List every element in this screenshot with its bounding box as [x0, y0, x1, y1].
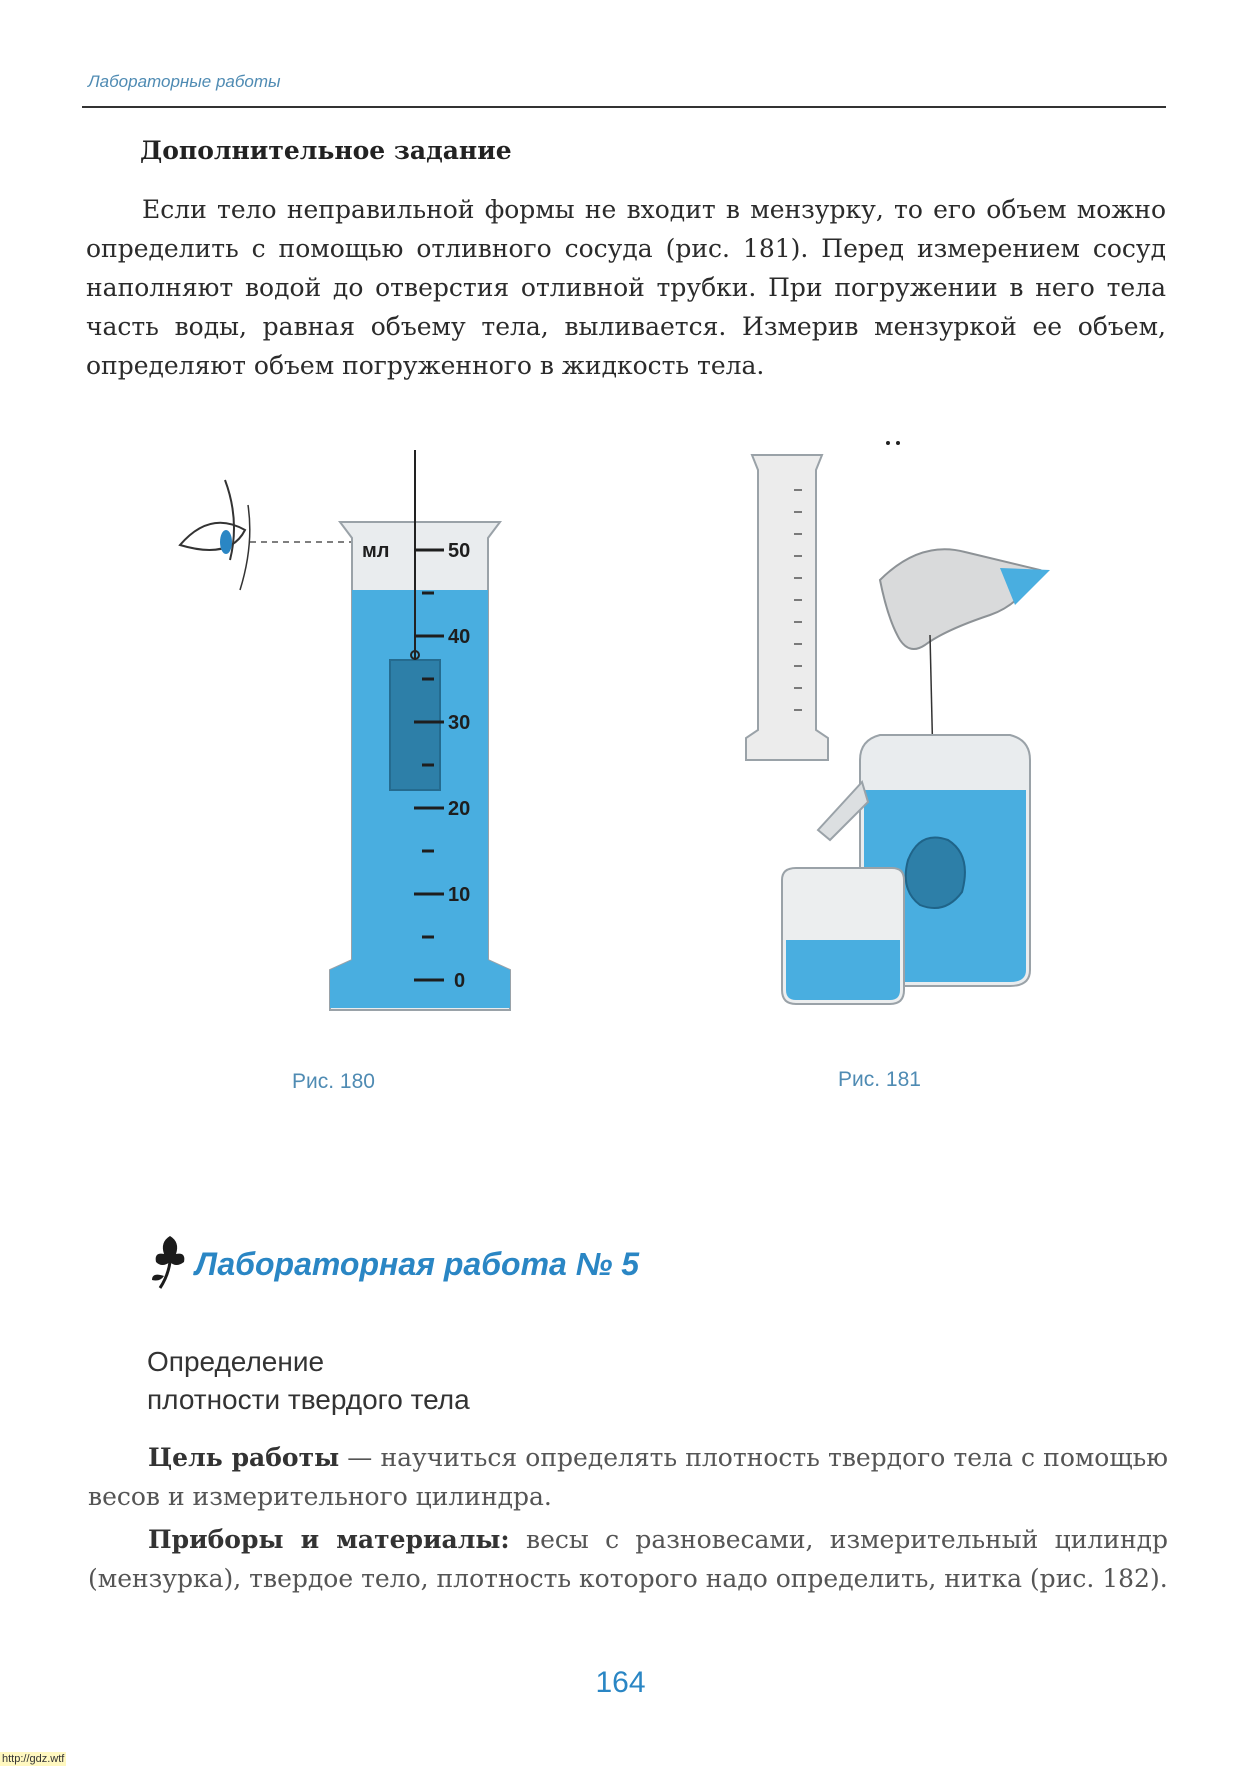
figure-180-caption: Рис. 180: [292, 1070, 375, 1093]
stone: [906, 838, 965, 909]
watermark-link[interactable]: http://gdz.wtf: [2, 1753, 65, 1765]
lab-title: Лабораторная работа № 5: [195, 1246, 640, 1282]
goal-label: Цель работы: [148, 1443, 340, 1472]
figure-181-caption: Рис. 181: [838, 1068, 921, 1091]
unit-label: мл: [362, 540, 390, 562]
lab-subtitle-line-1: Определение: [147, 1346, 325, 1377]
lab-subtitle-line-2: плотности твердого тела: [147, 1384, 470, 1415]
scale-label-0: 0: [454, 970, 466, 992]
measuring-cylinder: [746, 455, 828, 760]
figure-180-measuring-cylinder: [170, 450, 530, 1030]
flower-icon: [148, 1232, 192, 1292]
scale-label-40: 40: [448, 626, 471, 648]
scale-label-50: 50: [448, 540, 471, 562]
eye-icon: [180, 480, 250, 590]
header-rule: [82, 106, 1166, 108]
running-header: Лабораторные работы: [88, 72, 281, 91]
scale-label-20: 20: [448, 798, 471, 820]
scale-label-30: 30: [448, 712, 471, 734]
goal-text: — научиться определять плотность твердого тела с помощью весов и измерительного цилиндра.: [88, 1443, 1168, 1511]
scale-label-10: 10: [448, 884, 471, 906]
materials-label: Приборы и материалы:: [148, 1525, 510, 1554]
section-paragraph: Если тело неправильной формы не входит в мензурку, то его объем можно определить с помощью отливного сосуда (рис. 181). Перед измерением сосуд наполняют водой до отверстия отливной трубки. При погружении в него тела часть воды, равная объему тела, выливается. Измерив мензуркой ее объем, определяют объем погруженного в жидкость тела.: [86, 195, 1166, 380]
hand-icon: [880, 549, 1050, 649]
materials-text: весы с разновесами, измерительный цилиндр (мензурка), твердое тело, плотность которого надо определить, нитка (рис. 182).: [88, 1525, 1169, 1593]
lab-materials-paragraph: [88, 1520, 1168, 1598]
figure-181-overflow-vessel: [740, 430, 1080, 1020]
section-title: Дополнительное задание: [140, 136, 512, 165]
lab-goal-paragraph: [88, 1438, 1168, 1516]
page-number: 164: [595, 1666, 646, 1699]
